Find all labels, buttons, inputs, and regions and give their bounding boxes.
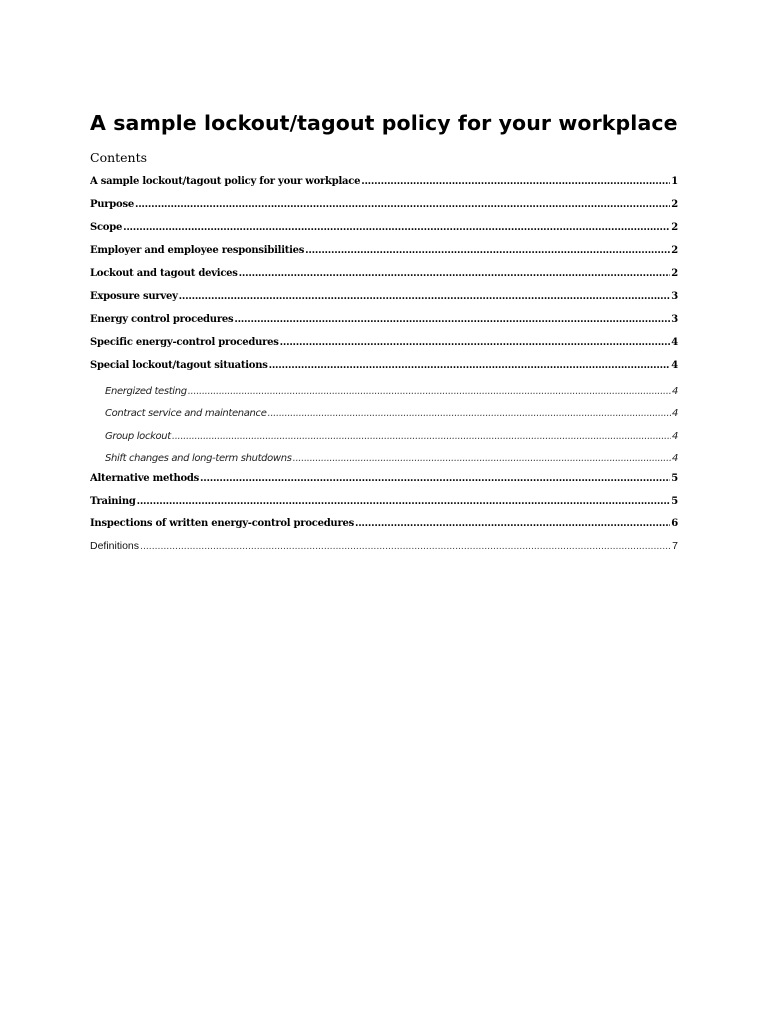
toc-entry-text: Lockout and tagout devices [90,268,238,279]
toc-entry-definitions[interactable] [90,538,678,554]
toc-entry-text: Contract service and maintenance [105,408,267,419]
toc-dot-leader [268,406,671,422]
toc-entry-text: Energy control procedures [90,314,234,325]
toc-dot-leader [280,335,671,351]
toc-dot-leader [355,516,670,532]
toc-dot-leader [179,289,671,305]
toc-entry-text: Inspections of written energy-control procedures [90,518,354,529]
toc-page-number: 2 [671,245,678,256]
toc-subentry-group-lockout[interactable] [105,429,678,445]
toc-entry-text: Specific energy-control procedures [90,337,279,348]
toc-entry-alternative-methods[interactable] [90,471,678,487]
toc-page-number: 4 [671,453,678,464]
toc-entry-purpose[interactable] [90,197,678,213]
toc-entry-specific-energy-control[interactable] [90,335,678,351]
toc-dot-leader [239,266,671,282]
toc-page-number: 2 [671,199,678,210]
document-title: A sample lockout/tagout policy for your workplace [90,111,678,135]
toc-dot-leader [135,197,670,213]
toc-dot-leader [234,312,670,328]
toc-entry-energy-control[interactable] [90,312,678,328]
toc-subentry-shift-changes[interactable] [105,451,678,467]
toc-entry-text: Special lockout/tagout situations [90,360,268,371]
toc-subentry-energized-testing[interactable] [105,384,678,400]
toc-page-number: 5 [671,496,678,507]
toc-dot-leader [140,538,671,554]
toc-page-number: 4 [671,386,678,397]
toc-dot-leader [137,494,671,510]
toc-entry-text: Shift changes and long-term shutdowns [105,453,292,464]
toc-page-number: 3 [671,291,678,302]
toc-page-number: 4 [671,360,678,371]
toc-entry-text: Training [90,496,136,507]
toc-dot-leader [269,358,671,374]
toc-entry-text: A sample lockout/tagout policy for your workplace [90,176,361,187]
toc-page-number: 4 [671,431,678,442]
toc-dot-leader [172,429,671,445]
toc-entry-text: Purpose [90,199,134,210]
toc-page-number: 4 [671,408,678,419]
toc-entry-sample-policy[interactable] [90,174,678,190]
toc-page-number: 2 [671,222,678,233]
contents-heading: Contents [90,150,148,165]
toc-page-number: 4 [671,337,678,348]
toc-page-number: 5 [671,473,678,484]
toc-entry-devices[interactable] [90,266,678,282]
toc-page-number: 6 [671,518,678,529]
toc-entry-inspections[interactable] [90,516,678,532]
toc-entry-responsibilities[interactable] [90,243,678,259]
toc-entry-training[interactable] [90,494,678,510]
toc-dot-leader [200,471,670,487]
toc-page-number: 7 [672,540,678,552]
toc-entry-text: Definitions [90,540,140,552]
toc-entry-text: Alternative methods [90,473,200,484]
toc-entry-text: Energized testing [105,386,187,397]
toc-entry-text: Scope [90,222,123,233]
toc-dot-leader [293,451,671,467]
toc-entry-scope[interactable] [90,220,678,236]
toc-dot-leader [361,174,670,190]
toc-subentry-contract-service[interactable] [105,406,678,422]
toc-entry-special-situations[interactable] [90,358,678,374]
toc-page-number: 3 [671,314,678,325]
toc-entry-text: Group lockout [105,431,171,442]
toc-dot-leader [123,220,670,236]
toc-page-number: 1 [671,176,678,187]
toc-dot-leader [188,384,671,400]
toc-entry-text: Employer and employee responsibilities [90,245,305,256]
toc-dot-leader [305,243,670,259]
toc-entry-text: Exposure survey [90,291,178,302]
toc-page-number: 2 [671,268,678,279]
toc-entry-exposure-survey[interactable] [90,289,678,305]
